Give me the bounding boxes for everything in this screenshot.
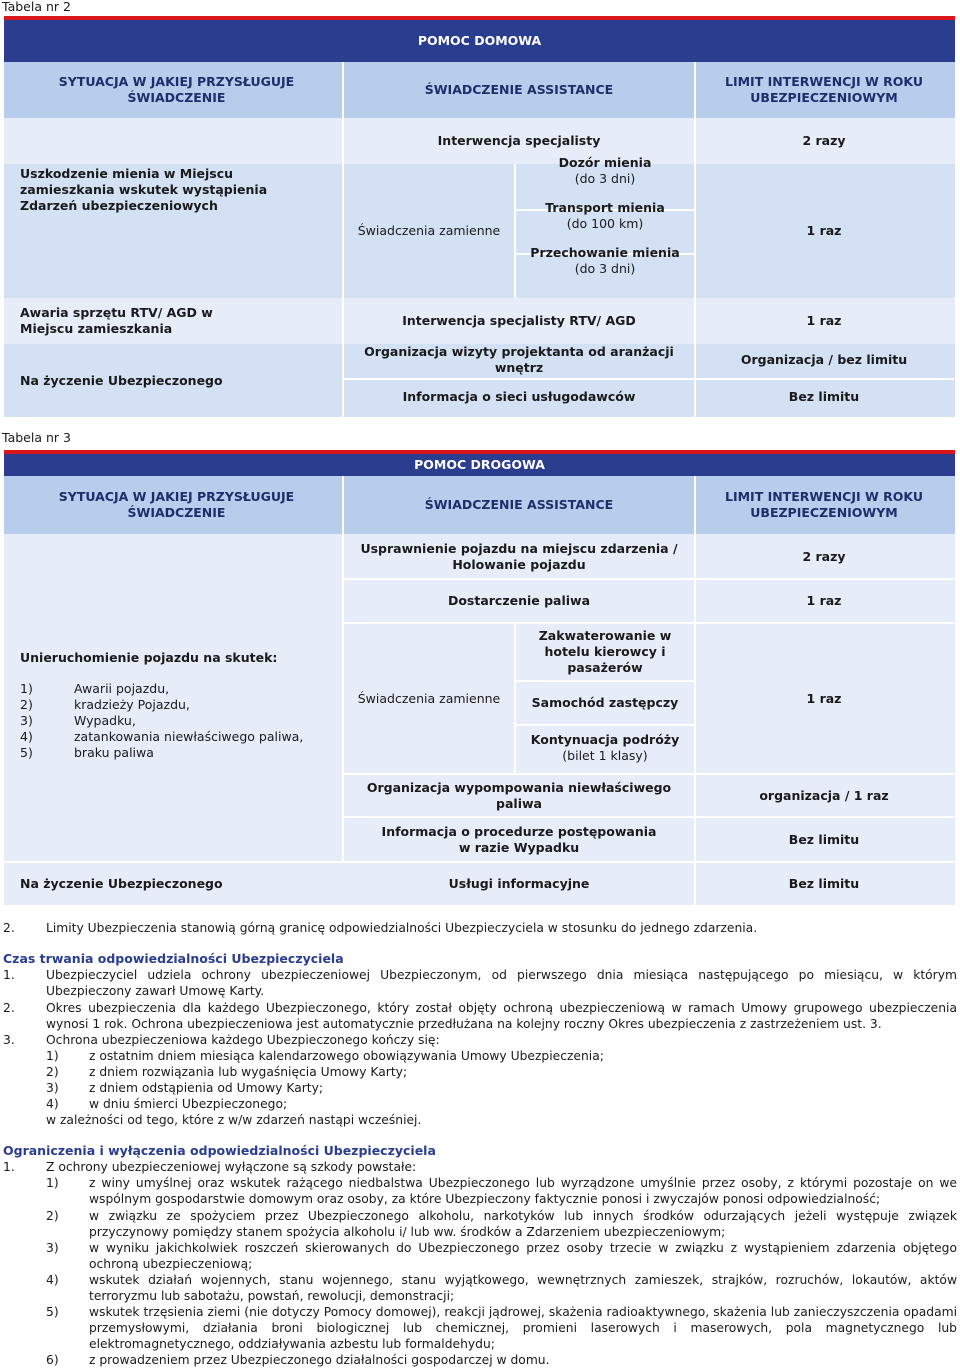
table3-procedura-limit: Bez limitu: [788, 831, 860, 847]
sub1-detail: (do 3 dni): [574, 171, 636, 186]
s1-sub-1-number: 1): [46, 1049, 59, 1063]
table2-zyczenie-limit1: Organizacja / bez limitu: [740, 352, 908, 367]
list-item: [20, 729, 340, 745]
list-text: braku paliwa: [74, 745, 154, 760]
table2-uszkodzenie-situation: Uszkodzenie mienia w Miejscu zamieszkania wskutek wystąpienia Zdarzeń ubezpieczeniowych: [20, 166, 268, 213]
list-text: Wypadku,: [74, 713, 136, 728]
divider: [342, 476, 344, 861]
sub3-label: Kontynuacja podróży: [530, 732, 680, 747]
table2-awaria-limit: 1 raz: [806, 313, 842, 328]
sub2-detail: (do 100 km): [566, 216, 644, 231]
list-item: [20, 697, 340, 713]
table2-uszkodzenie-service: Świadczenia zamienne: [357, 223, 501, 238]
table2-header-limit: LIMIT INTERWENCJI W ROKU UBEZPIECZENIOWYM: [724, 74, 923, 105]
s1-item-1: Ubezpieczyciel udziela ochrony ubezpieczeniowej Ubezpieczonym, od pierwszego dnia miesiąca następującego po miesiącu, w którym Ubezpieczony zawarł Umowę Karty.: [46, 968, 957, 998]
table3-header-limit: LIMIT INTERWENCJI W ROKU UBEZPIECZENIOWYM: [724, 489, 923, 520]
table2-zyczenie-situation: Na życzenie Ubezpieczonego: [20, 372, 223, 388]
list-number: 1): [20, 681, 33, 696]
table2-uszkodzenie-sub1: [516, 154, 694, 188]
sub2-label: Transport mienia: [545, 200, 665, 215]
table2-header-situation: SYTUACJA W JAKIEJ PRZYSŁUGUJE ŚWIADCZENIE: [58, 74, 295, 105]
table3-unieruchomienie-situation: Unieruchomienie pojazdu na skutek:: [20, 650, 278, 665]
table2-zyczenie-service2: Informacja o sieci usługodawców: [402, 389, 636, 404]
table3-paliwo-service: Dostarczenie paliwa: [447, 593, 591, 608]
s1-sub-2-number: 2): [46, 1065, 59, 1079]
table3-unieruchomienie-sub2: Samochód zastępczy: [531, 695, 679, 710]
s2-sub-4-number: 4): [46, 1273, 59, 1287]
sub3-detail: (bilet 1 klasy): [562, 748, 648, 763]
s2-sub-6: z prowadzeniem przez Ubezpieczonego działalności gospodarczej w domu.: [89, 1353, 550, 1367]
table2-uszkodzenie-limit: 1 raz: [806, 223, 842, 238]
section-title-czas-trwania: Czas trwania odpowiedzialności Ubezpieczyciela: [3, 951, 344, 966]
divider: [516, 724, 694, 726]
table2-awaria-service: Interwencja specjalisty RTV/ AGD: [402, 313, 636, 328]
table2-uszkodzenie-sub2: [516, 199, 694, 233]
section-title-ograniczenia: Ograniczenia i wyłączenia odpowiedzialności Ubezpieczyciela: [3, 1143, 436, 1158]
list-item: [20, 745, 340, 761]
s2-sub-5-number: 5): [46, 1305, 59, 1319]
table2-interwencja-limit: 2 razy: [802, 133, 846, 148]
s2-sub-3: w wyniku jakichkolwiek roszczeń skierowanych do Ubezpieczonego przez osoby trzecie w związku z wystąpieniem zdarzenia objętego ochroną ubezpieczeniową;: [89, 1241, 957, 1271]
s2-sub-5: wskutek trzęsienia ziemi (nie dotyczy Pomocy domowej), reakcji jądrowej, skażenia radioaktywnego, skażenia lub zanieczyszczenia opadami przemysłowymi, działania broni biologicznej lub chemicznej, promieni laserowych i maserowych, pola magnetycznego lub elektromagnetycznego, oddziaływania azbestu lub formaldehydu;: [89, 1305, 957, 1351]
table3-unieruchomienie-sub1: Zakwaterowanie w hotelu kierowcy i pasażerów: [538, 628, 672, 675]
table3: [4, 450, 955, 905]
s1-end: w zależności od tego, które z w/w zdarzeń nastąpi wcześniej.: [46, 1113, 422, 1127]
s2-sub-6-number: 6): [46, 1353, 59, 1367]
list-text: Awarii pojazdu,: [74, 681, 170, 696]
list-number: 2): [20, 697, 33, 712]
list-number: 3): [20, 713, 33, 728]
table2-uszkodzenie-sub3: [516, 244, 694, 278]
table2-zyczenie-limit2: Bez limitu: [788, 389, 860, 404]
s2-sub-4: wskutek działań wojennych, stanu wojennego, stanu wyjątkowego, wewnętrznych zamieszek, strajków, rozruchów, lokautów, aktów terroryzmu lub sabotażu, powstań, rewolucji, demonstracji;: [89, 1273, 957, 1303]
paragraph-2: Limity Ubezpieczenia stanowią górną granicę odpowiedzialności Ubezpieczyciela w stosunku do jednego zdarzenia.: [46, 921, 758, 935]
table3-paliwo-limit: 1 raz: [806, 593, 842, 608]
s1-item-3: Ochrona ubezpieczeniowa każdego Ubezpieczonego kończy się:: [46, 1033, 440, 1047]
table3-wypompowanie-service: Organizacja wypompowania niewłaściwego paliwa: [366, 779, 672, 811]
s2-sub-1-number: 1): [46, 1176, 59, 1190]
table2-interwencja-service: Interwencja specjalisty: [437, 133, 601, 148]
table3-unieruchomienie-service: Świadczenia zamienne: [357, 690, 501, 706]
s1-item-3-number: 3.: [3, 1033, 15, 1047]
s1-sub-2: z dniem rozwiązania lub wygaśnięcia Umowy Karty;: [89, 1065, 408, 1079]
sub1-label: Dozór mienia: [558, 155, 652, 170]
s1-sub-4: w dniu śmierci Ubezpieczonego;: [89, 1097, 288, 1111]
list-number: 4): [20, 729, 33, 744]
table3-unieruchomienie-sub3: [516, 728, 694, 768]
list-text: zatankowania niewłaściwego paliwa,: [74, 729, 304, 744]
s2-sub-2: w związku ze spożyciem przez Ubezpieczonego alkoholu, narkotyków lub innych środków odurzających jeżeli występuje związek przyczynowy pomiędzy stanem spożycia alkoholu i/ lub ww. środków a Zdarzeniem ubezpieczeniowym;: [89, 1209, 957, 1239]
table2-zyczenie-service1: Organizacja wizyty projektanta od aranżacji wnętrz: [364, 344, 674, 375]
s2-sub-1: z winy umyślnej oraz wskutek rażącego niedbalstwa Ubezpieczonego lub wyrządzone umyślnie przez osoby, z którymi pozostaje on we wspólnym gospodarstwie domowym oraz osoby, za które Ubezpieczony faktycznie ponosi i zwyczajów ponosi odpowiedzialność;: [89, 1176, 957, 1206]
s2-sub-2-number: 2): [46, 1209, 59, 1223]
table3-procedura-service: Informacja o procedurze postępowania w razie Wypadku: [381, 823, 657, 855]
table3-header-service: ŚWIADCZENIE ASSISTANCE: [424, 497, 614, 512]
paragraph-2-number: 2.: [3, 921, 15, 935]
s1-sub-3-number: 3): [46, 1081, 59, 1095]
table3-zyczenie-situation: Na życzenie Ubezpieczonego: [20, 876, 223, 891]
table3-title: POMOC DROGOWA: [414, 457, 545, 472]
list-text: kradzieży Pojazdu,: [74, 697, 190, 712]
s1-sub-4-number: 4): [46, 1097, 59, 1111]
table2: [4, 16, 955, 417]
divider: [342, 62, 344, 417]
table3-zyczenie-limit: Bez limitu: [788, 876, 860, 891]
table3-zyczenie-service: Usługi informacyjne: [448, 876, 590, 891]
table2-title: POMOC DOMOWA: [417, 33, 542, 48]
table3-usprawnienie-limit: 2 razy: [802, 549, 846, 564]
table3-unieruchomienie-list: [20, 681, 340, 761]
s2-number: 1.: [3, 1160, 15, 1174]
table3-header-situation: SYTUACJA W JAKIEJ PRZYSŁUGUJE ŚWIADCZENIE: [58, 489, 295, 520]
table2-awaria-situation: Awaria sprzętu RTV/ AGD w Miejscu zamieszkania: [20, 305, 213, 336]
sub3-detail: (do 3 dni): [574, 261, 636, 276]
divider: [514, 624, 516, 773]
sub3-label: Przechowanie mienia: [530, 245, 680, 260]
table2-caption: Tabela nr 2: [2, 0, 71, 14]
divider: [694, 62, 696, 417]
s1-sub-1: z ostatnim dniem miesiąca kalendarzowego obowiązywania Umowy Ubezpieczenia;: [89, 1049, 604, 1063]
s2-intro: Z ochrony ubezpieczeniowej wyłączone są szkody powstałe:: [46, 1160, 417, 1174]
s1-sub-3: z dniem odstąpienia od Umowy Karty;: [89, 1081, 324, 1095]
s1-item-2-number: 2.: [3, 1001, 15, 1015]
list-item: [20, 713, 340, 729]
table3-unieruchomienie-limit: 1 raz: [806, 690, 842, 706]
s1-item-2: Okres ubezpieczenia dla każdego Ubezpieczonego, który został objęty ochroną ubezpieczeniową w ramach Umowy grupowego ubezpieczenia wynosi 1 rok. Ochrona ubezpieczeniowa jest automatycznie przedłużana na kolejny roczny Okres ubezpieczenia z zastrzeżeniem ust. 3.: [46, 1001, 957, 1031]
list-number: 5): [20, 745, 33, 760]
divider: [514, 164, 516, 298]
table3-usprawnienie-service: Usprawnienie pojazdu na miejscu zdarzenia / Holowanie pojazdu: [360, 541, 678, 572]
table2-header-service: ŚWIADCZENIE ASSISTANCE: [424, 82, 614, 97]
table3-wypompowanie-limit: organizacja / 1 raz: [759, 787, 889, 803]
divider: [694, 476, 696, 905]
table3-caption: Tabela nr 3: [2, 430, 71, 445]
s2-sub-3-number: 3): [46, 1241, 59, 1255]
list-item: [20, 681, 340, 697]
s1-item-1-number: 1.: [3, 968, 15, 982]
